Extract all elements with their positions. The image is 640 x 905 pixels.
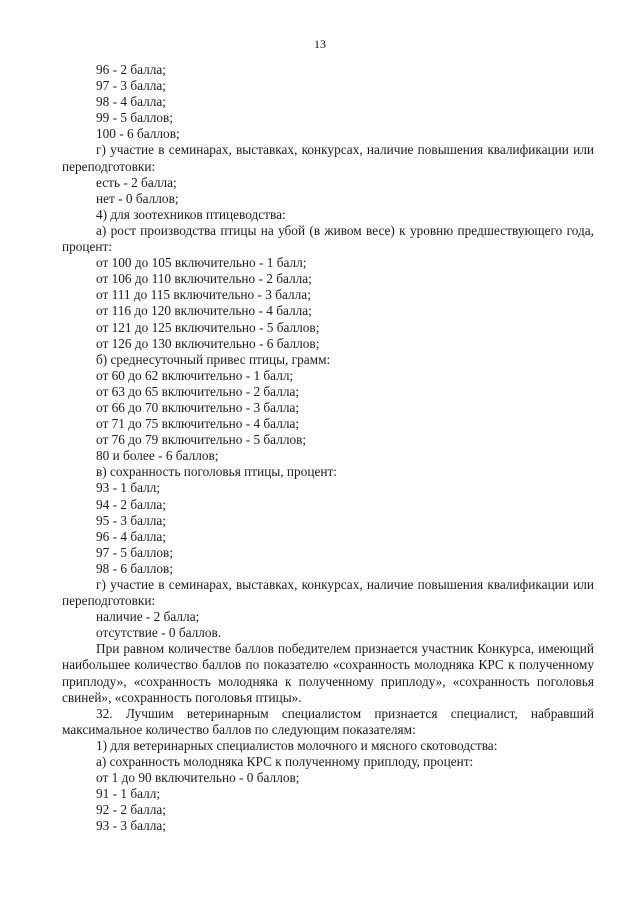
text-line: есть - 2 балла; — [96, 174, 177, 190]
text-line: 97 - 3 балла; — [96, 78, 166, 94]
document-body — [62, 62, 594, 835]
text-line: а) сохранность молодняка КРС к полученному приплоду, процент: — [96, 754, 474, 770]
text-line: от 1 до 90 включительно - 0 баллов; — [96, 770, 300, 786]
text-line: от 60 до 62 включительно - 1 балл; — [96, 367, 294, 383]
text-line: 92 - 2 балла; — [96, 802, 166, 818]
text-line: 93 - 1 балл; — [96, 480, 161, 496]
text-line: от 71 до 75 включительно - 4 балла; — [96, 416, 300, 432]
paragraph: При равном количестве баллов победителем признается участник Конкурса, имеющий наибольшее количество баллов по показателю «сохранность молодняка КРС к полученному приплоду», «сохранность молодняка к полученному приплоду», «сохранность поголовья свиней», «сохранность поголовья птицы». — [62, 641, 594, 705]
text-line: 80 и более - 6 баллов; — [96, 448, 219, 464]
text-line: наличие - 2 балла; — [96, 609, 200, 625]
paragraph: г) участие в семинарах, выставках, конкурсах, наличие повышения квалификации или переподготовки: — [62, 577, 594, 609]
text-line: от 121 до 125 включительно - 5 баллов; — [96, 319, 320, 335]
text-line: 100 - 6 баллов; — [96, 126, 180, 142]
paragraph: г) участие в семинарах, выставках, конкурсах, наличие повышения квалификации или переподготовки: — [62, 142, 594, 174]
text-line: от 126 до 130 включительно - 6 баллов; — [96, 335, 320, 351]
text-line: 91 - 1 балл; — [96, 786, 161, 802]
text-line: 1) для ветеринарных специалистов молочного и мясного скотоводства: — [96, 737, 498, 753]
text-line: 93 - 3 балла; — [96, 818, 166, 834]
text-line: отсутствие - 0 баллов. — [96, 625, 222, 641]
text-line: 98 - 4 балла; — [96, 94, 166, 110]
text-line: 96 - 2 балла; — [96, 62, 166, 77]
text-line: б) среднесуточный привес птицы, грамм: — [96, 351, 331, 367]
text-line: 94 - 2 балла; — [96, 496, 166, 512]
text-line: в) сохранность поголовья птицы, процент: — [96, 464, 337, 480]
paragraph: 32. Лучшим ветеринарным специалистом признается специалист, набравший максимальное количество баллов по следующим показателям: — [62, 705, 594, 737]
text-line: от 106 до 110 включительно - 2 балла; — [96, 271, 312, 287]
text-line: нет - 0 баллов; — [96, 190, 179, 206]
text-line: 97 - 5 баллов; — [96, 544, 174, 560]
text-line: от 100 до 105 включительно - 1 балл; — [96, 255, 307, 271]
text-line: 99 - 5 баллов; — [96, 110, 174, 126]
text-line: от 116 до 120 включительно - 4 балла; — [96, 303, 312, 319]
text-line: 98 - 6 баллов; — [96, 560, 174, 576]
page-number: 13 — [314, 37, 326, 51]
text-line: от 111 до 115 включительно - 3 балла; — [96, 287, 311, 303]
paragraph: а) рост производства птицы на убой (в живом весе) к уровню предшествующего года, процент: — [62, 222, 594, 255]
text-line: от 66 до 70 включительно - 3 балла; — [96, 399, 300, 415]
text-line: от 76 до 79 включительно - 5 баллов; — [96, 432, 307, 448]
text-line: 4) для зоотехников птицеводства: — [96, 206, 286, 222]
text-line: 96 - 4 балла; — [96, 528, 166, 544]
text-line: 95 - 3 балла; — [96, 512, 166, 528]
text-line: от 63 до 65 включительно - 2 балла; — [96, 383, 300, 399]
